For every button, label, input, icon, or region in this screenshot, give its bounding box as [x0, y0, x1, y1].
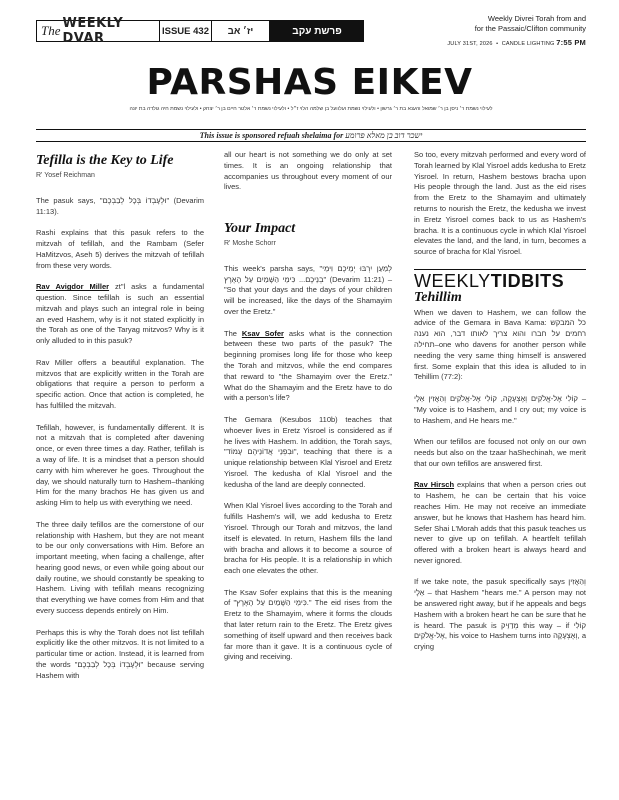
- paragraph-text: explains that when a person cries out to Hashem, he can be certain that his voice reaches Him. He may not receive an immediate answer, but he knows that Hashem has heard him. Sefer Shai L'Morah adds that this pasuk teaches us never to give up on tefillah. A heartfelt tefillah offered with a broken heart is always heard and never ignored.: [414, 480, 586, 565]
- paragraph: The Gemara (Kesubos 110b) teaches that whoever lives in Eretz Yisroel is considered as if he lives with Hashem. In addition, the Torah says, "וּבִפְנֵי אֲדוֹנֵיהֶם עָמוֹד", teaching that there is a unique relationship between Klal Yisroel and Eretz Yisroel. The kedusha of Klal Yisroel and the kedusha of the land are deeply connected.: [224, 414, 392, 489]
- hebrew-date: יז׳ אב: [212, 20, 270, 42]
- dedication-line: לעילוי נשמת ר׳ ניסן בן ר׳ שמואל והענא בת ר׳ גרשון • ולעילוי נשמת ועלוועל בן שלמה הלוי ז״ל • ולעילוי נשמת ר׳ אלטר חיים בן ר׳ יצחק • ולעילוי נשמת חיה גולדה בת יונה: [129, 106, 493, 112]
- article-title: Your Impact: [224, 220, 296, 236]
- paragraph: all our heart is not something we do only at set times. It is an ongoing relationship that accompanies us throughout every moment of our lives.: [224, 150, 392, 192]
- candle-lighting-time: 7:55 PM: [556, 38, 586, 47]
- rabbi-name: Rav Avigdor Miller: [36, 282, 110, 292]
- column-2: [224, 150, 392, 674]
- rabbi-name: Rav Hirsch: [414, 480, 455, 490]
- paragraph: קוֹלִי אֶל-אֱלֹקִים וְאֶצְעָקָה, קוֹלִי אֶל-אֱלֹקִים וְהַאֲזִין אֵלָי – "My voice is to Hashem, and I cry out; my voice is to Hashem, and He hears me.": [414, 393, 586, 425]
- issue-number: ISSUE 432: [160, 20, 212, 42]
- tagline-line-2: for the Passaic/Clifton community: [474, 24, 586, 33]
- paragraph: The three daily tefillos are the cornerstone of our relationship with Hashem, but they are not meant to be our only conversations with Him. Before an important meeting, when facing a challenge, after hearing good news, or even while going about our daily routine, we should constantly be speaking to Hashem. Living with tefillah means recognizing that everything we have comes from Him and that every success depends entirely on Him.: [36, 519, 204, 616]
- paragraph: When we daven to Hashem, we can follow the advice of the Gemara in Bava Kama: כל המבקש רחמים על חברו והוא צריך לאותו דבר, הוא נענה תחילה–one who davens for another person while needing the very same thing himself is answered first. Some explain that this idea is alluded to in Tehillim (77:2):: [414, 307, 586, 382]
- sponsor-name: ישכר דוב בן מאלא פרומע: [345, 131, 423, 140]
- paragraph: This week's parsha says, "לְמַעַן יִרְבּוּ יְמֵיכֶם וִימֵי בְנֵיכֶם... כִּימֵי הַשָּׁמַיִם עַל הָאָרֶץ" (Devarim 11:21) – "So that your days and the days of your children will be increased, like the days of the Shamayim over the Eretz.": [224, 263, 392, 316]
- sponsor-text: This issue is sponsored refuah shelaima for: [199, 131, 344, 140]
- column-3: [414, 150, 586, 664]
- logo-the: The: [41, 23, 61, 38]
- page-title: PARSHAS EIKEV: [146, 62, 473, 103]
- paragraph: Rashi explains that this pasuk refers to the mitzvah of tefillah, and the Rambam (Sefer HaMitzvos, Aseh 5) derives the mitzvah of tefillah from these very words.: [36, 228, 204, 270]
- article-author: R' Yosef Reichman: [36, 172, 95, 179]
- logo-name: WEEKLY DVAR: [62, 16, 124, 46]
- paragraph-text: The: [224, 328, 242, 338]
- paragraph: When our tefillos are focused not only on our own needs but also on the tzaar haShechinah, we merit that our own tefillos are answered first.: [414, 437, 586, 468]
- article-title: Tefilla is the Key to Life: [36, 153, 174, 168]
- candle-lighting-label: CANDLE LIGHTING: [501, 41, 555, 47]
- column-1: [36, 150, 204, 692]
- paragraph: [36, 282, 204, 347]
- tagline: [386, 14, 586, 34]
- paragraph: Rav Miller offers a beautiful explanation. The mitzvos that are explicitly written in the Torah are obligations that require a person to perform a specific action. Once that action is completed, he has fulfilled the mitzvah.: [36, 357, 204, 410]
- paragraph-text: zt"l asks a fundamental question. Since tefillah is such an essential mitzvah and plays such an integral role in being an eved Hashem, why is it not stated explicitly in the Torah as one of the Taryag mitzvos? Why is it only alluded to in this pasuk?: [36, 282, 204, 346]
- publication-logo: [36, 16, 160, 46]
- parsha-name-hebrew: פרשת עקב: [270, 20, 364, 42]
- article-title: Tehillim: [414, 289, 462, 305]
- tidbits-heading-tidbits: TIDBITS: [490, 270, 565, 291]
- tidbits-heading-weekly: WEEKLY: [414, 270, 491, 291]
- paragraph: So too, every mitzvah performed and every word of Torah learned by Klal Yisroel adds kedusha to Eretz Yisroel. In return, Hashem bestows bracha upon His people through the land. Just as the eid rises from the Eretz to the Shamayim and ultimately returns to nourish the Eretz, the kedusha we invest in Eretz Yisroel comes back to us as Hashem's bracha. It is a continuous cycle in which Klal Yisroel elevates the land, and the land, in turn, becomes a source of bracha for Klal Yisroel.: [414, 150, 586, 257]
- paragraph: If we take note, the pasuk specifically says וְהַאֲזִין אֵלָי – that Hashem "hears me." A person may not be answered right away, but if he appeals and begs Hashem with a broken heart he can be sure that he is heard. The pasuk is מְדַוֵּיק this way – if קוֹלִי אֶל-אֱלֹקִים, his voice to Hashem turns into וְאֶצְעָקָה, a crying: [414, 577, 587, 652]
- date-candle-lighting: JULY 31ST, 2026 • CANDLE LIGHTING 7:55 PM: [447, 38, 586, 47]
- paragraph: [224, 329, 392, 405]
- paragraph: Tefillah, however, is fundamentally different. It is not a mitzvah that is completed after davening once, or even three times a day. Rather, tefillah is a way of life. It is a mindset that a person should carry with him wherever he goes. Throughout the day, we should naturally turn to Hashem–thanking Him for the many brachos He has given us and asking Him to help us with everything we need.: [36, 422, 204, 508]
- rabbi-name: Ksav Sofer: [241, 328, 284, 338]
- masthead: [36, 14, 586, 48]
- paragraph-text: asks what is the connection between these two parts of the pasuk? The beginning promises long life for those who keep the Torah and mitzvos, while the end compares that reward to "the Shamayim over the Eretz." What do the Shamayim and the Eretz have to do with a person's life?: [224, 328, 392, 403]
- paragraph: Perhaps this is why the Torah does not list tefillah explicitly like the other mitzvos. It is not limited to a particular time or action. Instead, it is learned from the words "וּלְעָבְדוֹ בְּכָל לְבַבְכֶם" because serving Hashem with: [36, 627, 204, 680]
- weekly-tidbits-heading: [414, 269, 586, 291]
- issue-date: JULY 31ST, 2026: [447, 41, 493, 47]
- tagline-line-1: Weekly Divrei Torah from and: [487, 14, 586, 23]
- paragraph: The pasuk says, "וּלְעָבְדוֹ בְּכָל לְבַבְכֶם" (Devarim 11:13).: [36, 195, 205, 216]
- paragraph: When Klal Yisroel lives according to the Torah and fulfills Hashem's will, we add kedusha to Eretz Yisroel. Through our Torah and mitzvos, the land itself is elevated. In return, Hashem fills the land with bracha and allows it to become a source of bracha for His people. It is a relationship in which each one elevates the other.: [224, 501, 392, 576]
- paragraph: [414, 480, 586, 566]
- paragraph: The Ksav Sofer explains that this is the meaning of "כִּימֵי הַשָּׁמַיִם עַל הָאָרֶץ." The eid rises from the Eretz to the Shamayim, where it forms the clouds that later return rain to the Eretz. The Eretz gives something of itself upward and then receives back far more than it gave. It is a continuous cycle of giving and receiving.: [224, 587, 392, 662]
- sponsor-line: [36, 129, 586, 142]
- article-author: R' Moshe Schorr: [224, 239, 276, 247]
